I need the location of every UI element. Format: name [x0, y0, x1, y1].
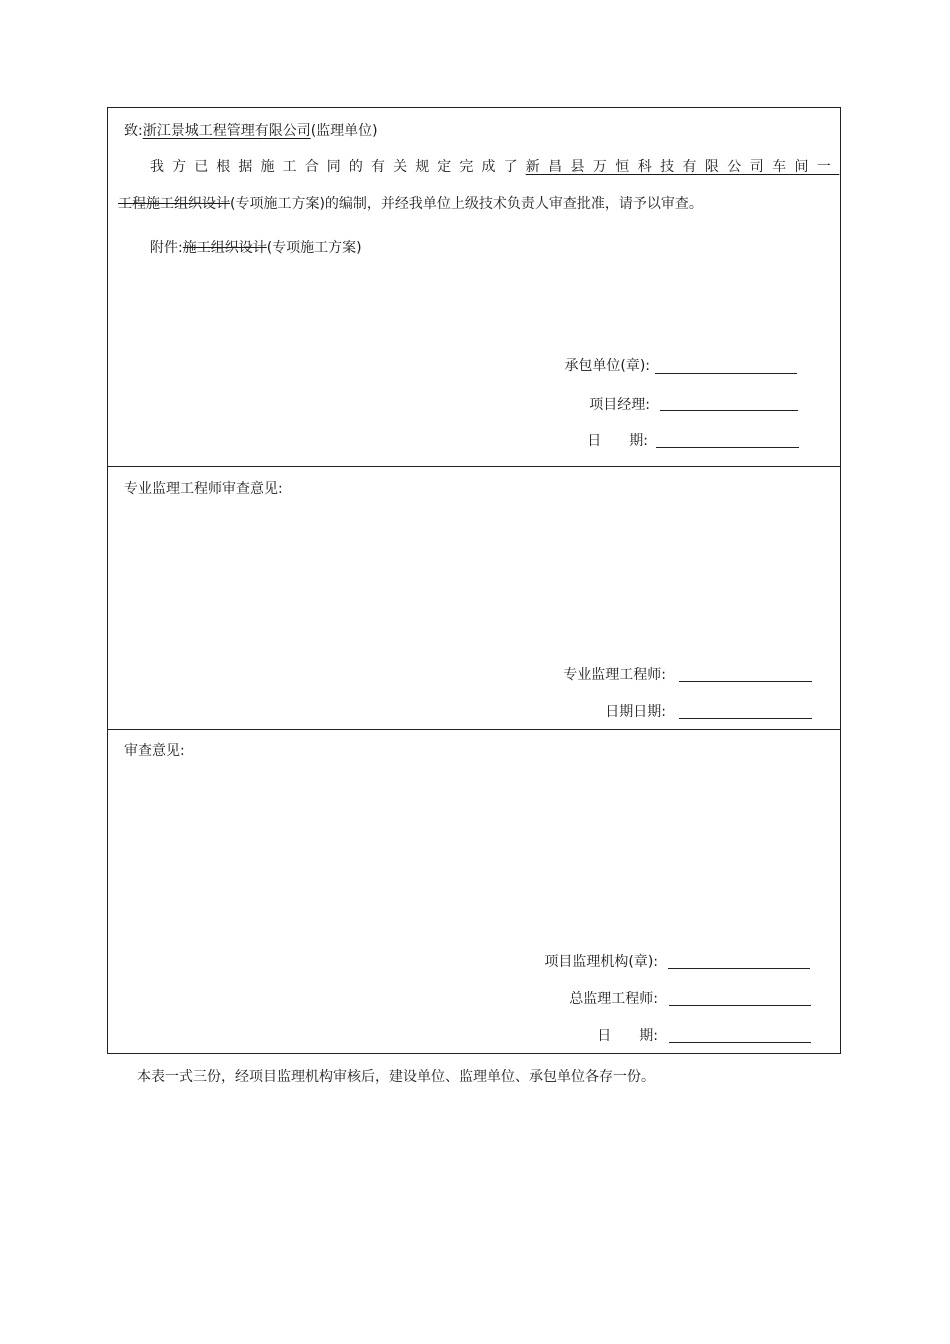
attachment-line	[150, 237, 362, 257]
footnote: 本表一式三份，经项目监理机构审核后，建设单位、监理单位、承包单位各存一份。	[137, 1069, 655, 1085]
recipient-line	[124, 120, 378, 140]
contractor-unit-label: 承包单位(章):	[564, 358, 650, 374]
attachment-struck: 施工组织设计	[182, 240, 267, 256]
recipient-prefix: 致:	[124, 123, 143, 139]
attachment-label: 附件:	[150, 240, 183, 256]
body-line-2	[118, 193, 703, 213]
contractor-date-field[interactable]	[656, 447, 799, 448]
agency-field[interactable]	[668, 968, 810, 969]
final-review-section	[108, 729, 840, 1053]
final-date-field[interactable]	[669, 1042, 811, 1043]
final-date-label: 日 期:	[597, 1028, 658, 1044]
recipient-suffix: (监理单位)	[310, 123, 378, 139]
body-lead: 我方已根据施工合同的有关规定完成了	[150, 159, 526, 175]
final-review-heading: 审查意见:	[124, 743, 185, 759]
engineer-review-section	[108, 466, 840, 730]
body-rest: (专项施工方案)的编制，并经我单位上级技术负责人审查批准，请予以审查。	[230, 196, 703, 212]
engineer-date-label: 日期日期:	[605, 704, 666, 720]
engineer-field[interactable]	[679, 681, 812, 682]
body-line-1	[150, 156, 840, 176]
project-manager-field[interactable]	[660, 410, 798, 411]
agency-label: 项目监理机构(章):	[544, 954, 658, 970]
approval-form-table	[107, 107, 841, 1054]
submission-section	[108, 108, 840, 467]
contractor-date-label: 日 期:	[587, 433, 648, 449]
struck-doc-type: 工程施工组织设计	[118, 196, 230, 212]
contractor-unit-field[interactable]	[655, 373, 797, 374]
project-manager-label: 项目经理:	[589, 397, 650, 413]
attachment-rest: (专项施工方案)	[266, 240, 362, 256]
engineer-date-field[interactable]	[679, 718, 812, 719]
chief-engineer-field[interactable]	[669, 1005, 811, 1006]
engineer-label: 专业监理工程师:	[563, 667, 666, 683]
project-name: 新昌县万恒科技有限公司车间一	[525, 159, 840, 175]
engineer-review-heading: 专业监理工程师审查意见:	[124, 481, 283, 497]
recipient-name: 浙江景城工程管理有限公司	[142, 123, 311, 139]
chief-engineer-label: 总监理工程师:	[569, 991, 658, 1007]
